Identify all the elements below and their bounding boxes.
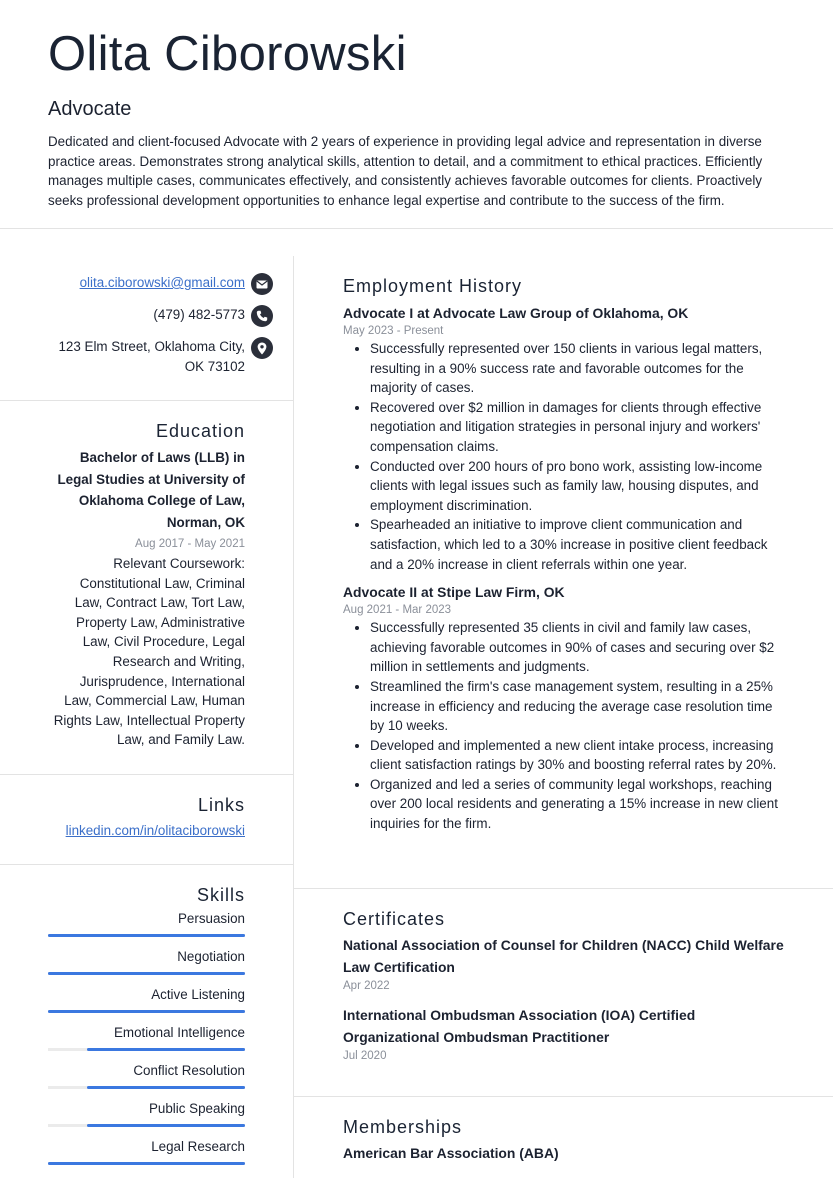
- certificate-name: International Ombudsman Association (IOA) Certified Organizational Ombudsman Practitioner: [343, 1007, 696, 1045]
- job-title: Advocate II at Stipe Law Firm, OK: [343, 584, 565, 601]
- phone-icon: [251, 305, 273, 327]
- address-line-2: OK 73102: [184, 358, 245, 374]
- links-heading: Links: [197, 795, 245, 815]
- job-entry: [343, 303, 785, 574]
- job-bullet: • Organized and led a series of community legal workshops, reaching over 200 local residents and generating a 15% increase in new client inquiries for the firm.: [370, 775, 785, 834]
- resume-header: [0, 0, 833, 229]
- memberships-list: [343, 1143, 785, 1165]
- skill-item: [48, 1100, 245, 1127]
- degree-title: Bachelor of Laws (LLB) in Legal Studies at University of Oklahoma College of Law, Norman, OK: [57, 450, 245, 530]
- skills-heading: Skills: [196, 885, 245, 905]
- skill-label: Emotional Intelligence: [113, 1025, 245, 1040]
- email-link[interactable]: olita.ciborowski@gmail.com: [79, 275, 245, 290]
- job-dates: May 2023 - Present: [343, 325, 444, 337]
- job-bullet: • Recovered over $2 million in damages for clients through effective negotiation and litigation strategies in personal injury and workers' compensation claims.: [370, 398, 785, 457]
- certificate-name: National Association of Counsel for Children (NACC) Child Welfare Law Certification: [343, 937, 784, 975]
- employment-section: [294, 256, 833, 889]
- job-bullet: • Successfully represented 35 clients in civil and family law cases, achieving favorable outcomes in 90% of cases and securing over $2 million in settlements and judgments.: [370, 618, 785, 677]
- contact-phone: [40, 305, 245, 327]
- jobs-list: [343, 303, 785, 834]
- skill-level-bar: [48, 972, 245, 975]
- job-bullets: [343, 618, 785, 834]
- linkedin-link[interactable]: linkedin.com/in/olitaciborowski: [65, 823, 245, 838]
- candidate-name: Olita Ciborowski: [48, 27, 407, 81]
- skill-level-fill: [87, 1124, 245, 1127]
- job-title: Advocate I at Advocate Law Group of Oklahoma, OK: [343, 305, 689, 321]
- job-dates: Aug 2021 - Mar 2023: [343, 604, 452, 617]
- certificate-entry: [343, 935, 785, 994]
- right-column: [294, 256, 833, 1165]
- skill-item: [48, 1024, 245, 1051]
- skill-level-fill: [48, 972, 245, 975]
- education-section: [0, 401, 293, 775]
- location-pin-icon: [251, 337, 273, 359]
- links-section: [0, 775, 293, 865]
- membership-name: American Bar Association (ABA): [343, 1145, 559, 1161]
- skill-label: Legal Research: [151, 1139, 245, 1154]
- skills-section: [0, 865, 293, 1165]
- relevant-coursework: Relevant Coursework: Constitutional Law, Criminal Law, Contract Law, Tort Law, Property Law, Administrative Law, Civil Procedure, Legal Research and Writing, Jurisprudence, International Law, Commercial Law, Human Rights Law, Intellectual Property Law, and Family Law.: [53, 556, 245, 748]
- left-column: [0, 256, 294, 1178]
- skill-level-bar: [48, 1162, 245, 1165]
- job-bullet: • Successfully represented over 150 clients in various legal matters, resulting in a 90% success rate and favorable outcomes for the majority of cases.: [370, 339, 785, 398]
- certificates-list: [343, 935, 785, 1064]
- memberships-heading: Memberships: [343, 1117, 463, 1137]
- skill-level-bar: [48, 1086, 245, 1089]
- skill-level-bar: [48, 1010, 245, 1013]
- education-dates: Aug 2017 - May 2021: [135, 538, 245, 550]
- skill-label: Conflict Resolution: [133, 1063, 245, 1078]
- job-bullets: [343, 339, 785, 574]
- contact-address: [40, 337, 245, 376]
- address-line-1: 123 Elm Street, Oklahoma City,: [58, 339, 245, 354]
- envelope-icon: [251, 273, 273, 295]
- job-title: Advocate: [48, 98, 132, 120]
- skills-list: [0, 910, 245, 1165]
- certificate-date: Jul 2020: [343, 1050, 387, 1062]
- job-bullet: • Developed and implemented a new client intake process, increasing client satisfaction ratings by 30% and boosting referral rates by 20%.: [370, 736, 785, 775]
- skill-item: [48, 1062, 245, 1089]
- skill-level-fill: [48, 1010, 245, 1013]
- skill-level-bar: [48, 1048, 245, 1051]
- skill-label: Public Speaking: [148, 1101, 245, 1116]
- contact-section: [0, 256, 293, 401]
- skill-item: [48, 948, 245, 975]
- skill-label: Negotiation: [177, 949, 245, 964]
- skill-level-fill: [48, 934, 245, 937]
- certificate-entry: [343, 1005, 785, 1064]
- skill-level-fill: [87, 1048, 245, 1051]
- job-bullet: • Spearheaded an initiative to improve client communication and satisfaction, which led to a 30% increase in positive client feedback and a 20% increase in client referrals within one year.: [370, 515, 785, 574]
- certificate-date: Apr 2022: [343, 980, 390, 992]
- skill-level-bar: [48, 1124, 245, 1127]
- employment-heading: Employment History: [343, 276, 523, 296]
- skill-level-fill: [87, 1086, 245, 1089]
- skill-item: [48, 910, 245, 937]
- job-entry: [343, 582, 785, 834]
- job-bullet: • Conducted over 200 hours of pro bono work, assisting low-income clients with legal issues such as family law, housing disputes, and employment discrimination.: [370, 457, 785, 516]
- skill-item: [48, 1138, 245, 1165]
- skill-item: [48, 986, 245, 1013]
- certificates-section: [294, 889, 833, 1097]
- skill-label: Persuasion: [178, 911, 245, 926]
- skill-label: Active Listening: [151, 987, 245, 1002]
- education-heading: Education: [155, 421, 245, 441]
- memberships-section: [294, 1097, 833, 1165]
- skill-level-bar: [48, 934, 245, 937]
- certificates-heading: Certificates: [343, 909, 446, 929]
- skill-level-fill: [48, 1162, 245, 1165]
- contact-email: [40, 273, 245, 295]
- job-bullet: • Streamlined the firm's case management system, resulting in a 25% increase in efficiency and reducing the average case resolution time by 10 weeks.: [370, 677, 785, 736]
- profile-summary: Dedicated and client-focused Advocate with 2 years of experience in providing legal advice and representation in diverse practice areas. Demonstrates strong analytical skills, attention to detail, and a commitment to ethical practices. Efficiently manages multiple cases, communicates effectively, and consistently achieves favorable outcomes for clients. Proactively seeks professional development opportunities to enhance legal expertise and contribute to the success of the firm.: [48, 134, 763, 208]
- phone-number: (479) 482-5773: [153, 307, 245, 322]
